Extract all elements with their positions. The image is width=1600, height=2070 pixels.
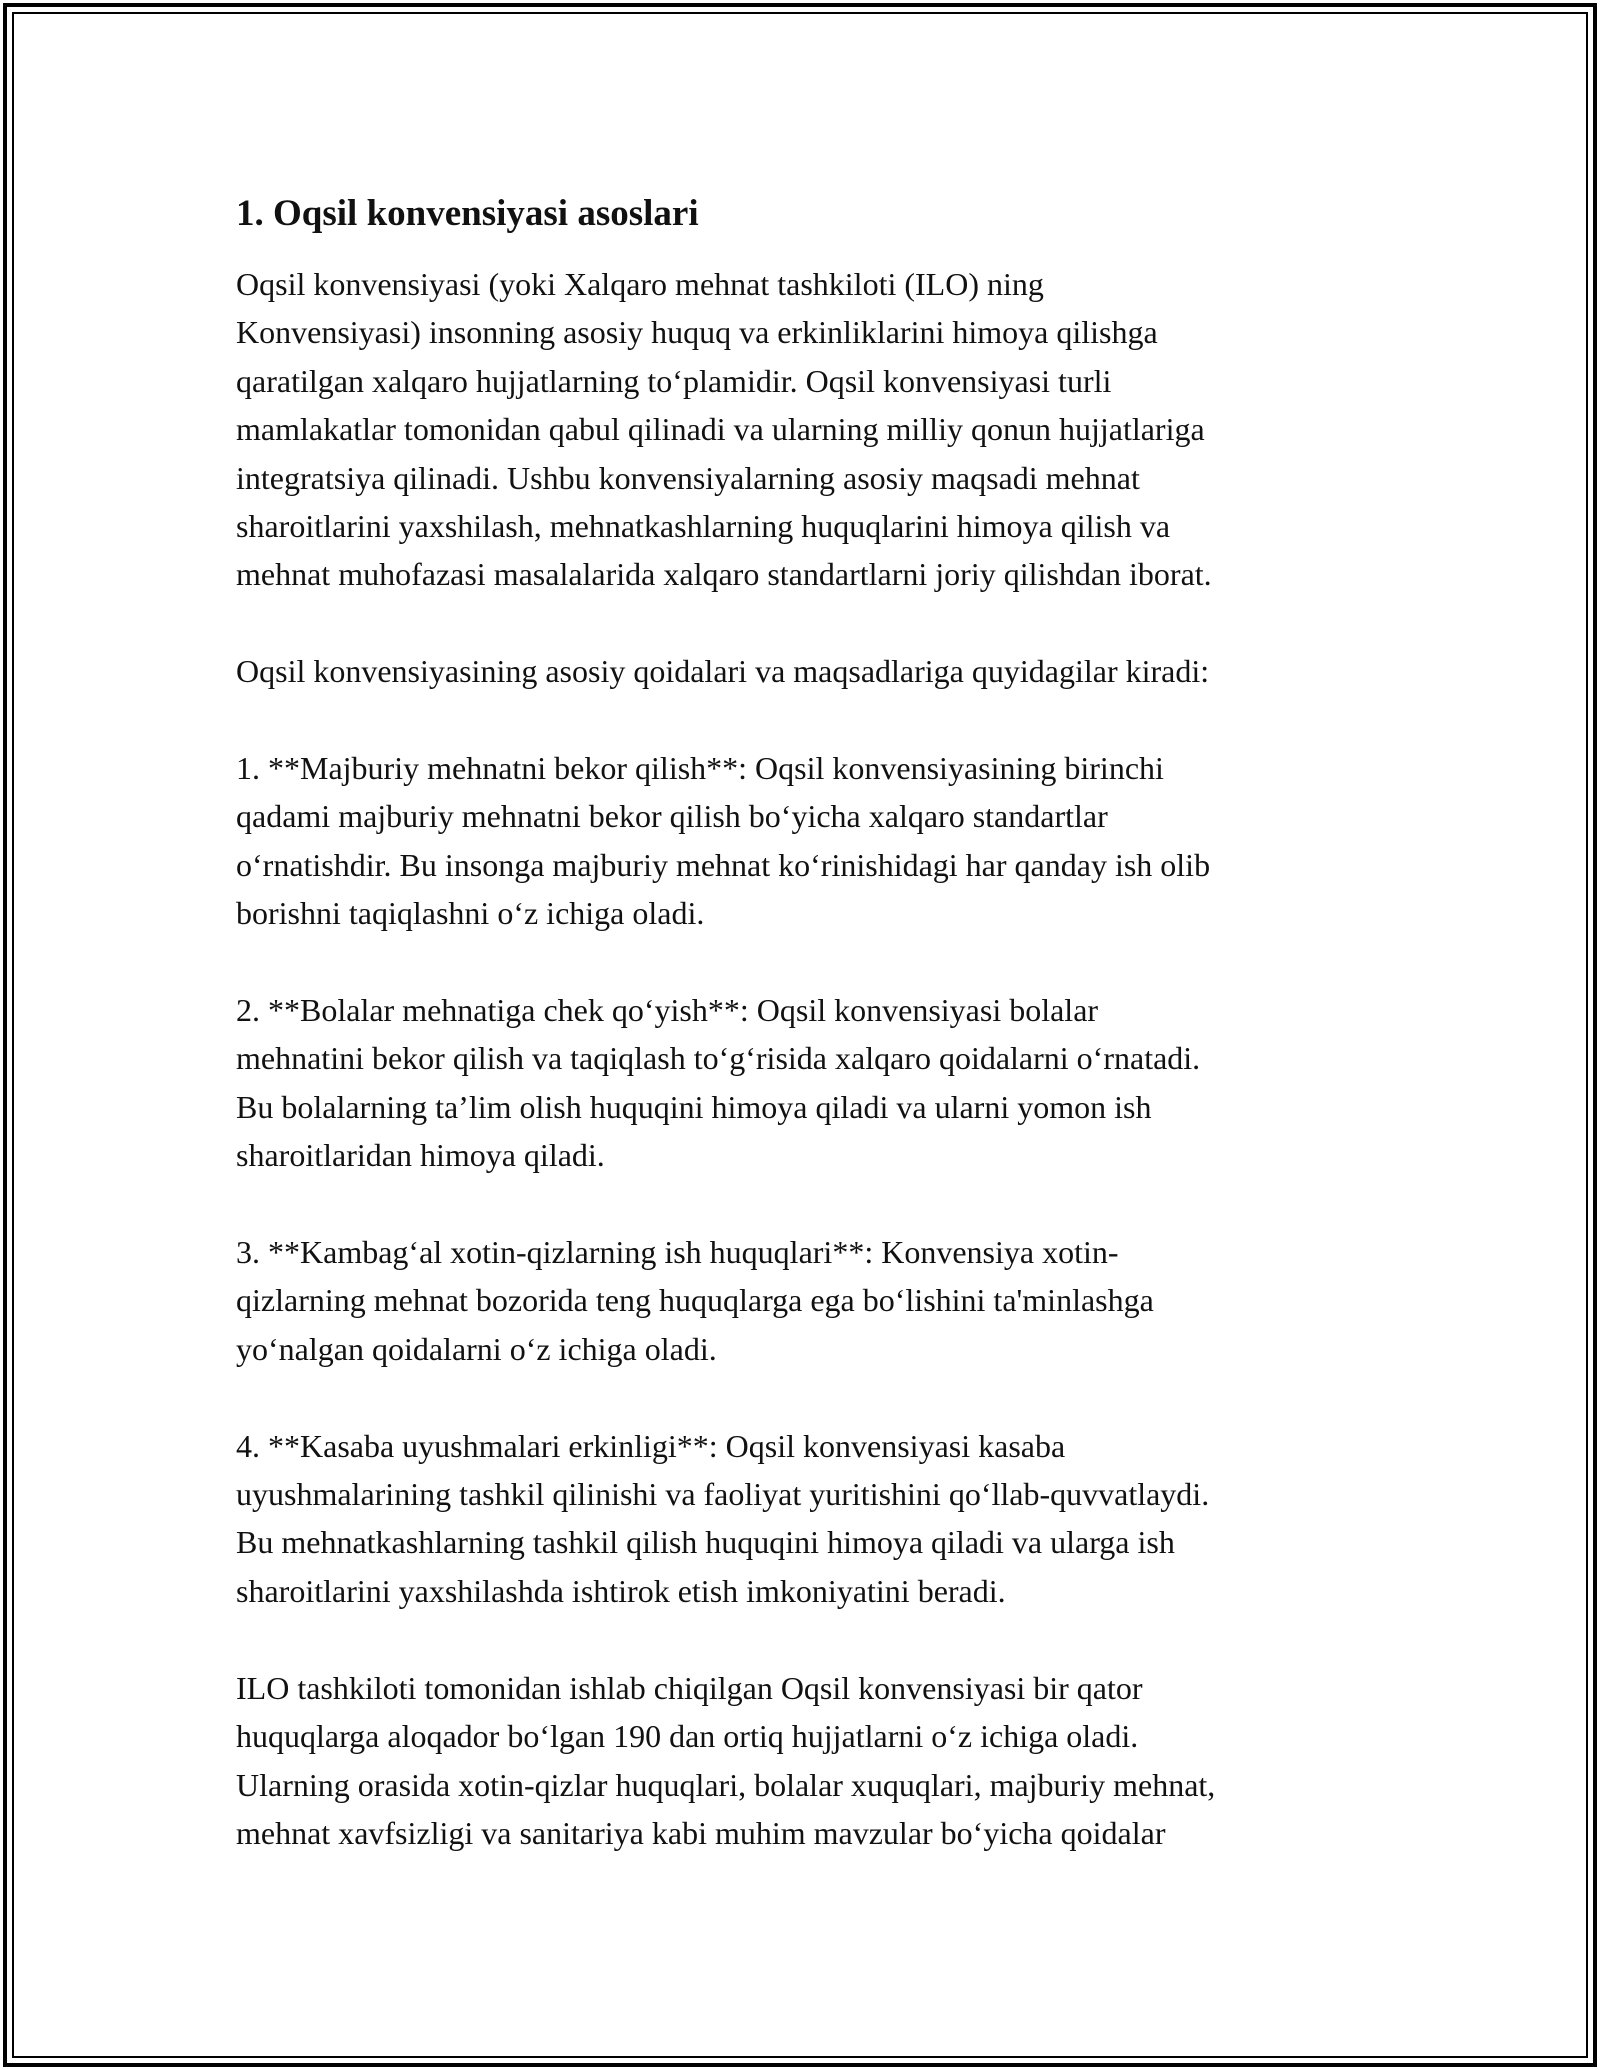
list-item-women-rights: 3. **Kambag‘al xotin-qizlarning ish huquqlari**: Konvensiya xotin- qizlarning mehnat bozorida teng huquqlarga ega bo‘lishini ta'minlashga yo‘nalgan qoidalarni o‘z ichiga oladi. <box>236 1234 1154 1367</box>
list-item-trade-unions: 4. **Kasaba uyushmalari erkinligi**: Oqsil konvensiyasi kasaba uyushmalarining tashkil qilinishi va faoliyat yuritishini qo‘llab-quvvatlaydi. Bu mehnatkashlarning tashkil qilish huquqini himoya qiladi va ularga ish sharoitlarini yaxshilashda ishtirok etish imkoniyatini beradi. <box>236 1427 1210 1609</box>
section-title: 1. Oqsil konvensiyasi asoslari <box>236 193 699 234</box>
intro-paragraph: Oqsil konvensiyasi (yoki Xalqaro mehnat tashkiloti (ILO) ning Konvensiyasi) insonning asosiy huquq va erkinliklarini himoya qilishga qaratilgan xalqaro hujjatlarning to‘plamidir. Oqsil konvensiyasi turli mamlakatlar tomonidan qabul qilinadi va ularning milliy qonun hujjatlariga integratsiya qilinadi. Ushbu konvensiyalarning asosiy maqsadi mehnat sharoitlarini yaxshilash, mehnatkashlarning huquqlarini himoya qilish va mehnat muhofazasi masalalarida xalqaro standartlarni joriy qilishdan iborat. <box>236 266 1212 593</box>
list-intro-paragraph: Oqsil konvensiyasining asosiy qoidalari va maqsadlariga quyidagilar kiradi: <box>236 653 1210 690</box>
closing-paragraph: ILO tashkiloti tomonidan ishlab chiqilgan Oqsil konvensiyasi bir qator huquqlarga aloqador bo‘lgan 190 dan ortiq hujjatlarni o‘z ichiga oladi. Ularning orasida xotin-qizlar huquqlari, bolalar xuquqlari, majburiy mehnat, mehnat xavfsizligi va sanitariya kabi muhim mavzular bo‘yicha qoidalar <box>236 1669 1216 1851</box>
list-item-child-labor: 2. **Bolalar mehnatiga chek qo‘yish**: Oqsil konvensiyasi bolalar mehnatini bekor qilish va taqiqlash to‘g‘risida xalqaro qoidalarni o‘rnatadi. Bu bolalarning ta’lim olish huquqini himoya qiladi va ularni yomon ish sharoitlaridan himoya qiladi. <box>236 992 1201 1174</box>
list-item-forced-labor: 1. **Majburiy mehnatni bekor qilish**: Oqsil konvensiyasining birinchi qadami majburiy mehnatni bekor qilish bo‘yicha xalqaro standartlar o‘rnatishdir. Bu insonga majburiy mehnat ko‘rinishidagi har qanday ish olib borishni taqiqlashni o‘z ichiga oladi. <box>236 750 1211 932</box>
document-body <box>236 188 1366 1906</box>
